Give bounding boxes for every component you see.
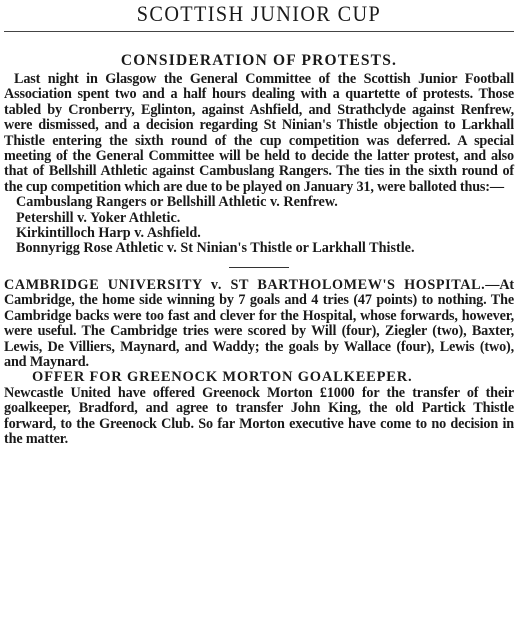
tie-item: Kirkintilloch Harp v. Ashfield. xyxy=(16,225,201,242)
ties-list xyxy=(4,195,514,257)
protests-heading: CONSIDERATION OF PROTESTS. xyxy=(120,52,398,69)
article-title: SCOTTISH JUNIOR CUP xyxy=(136,1,382,26)
title-rule xyxy=(4,31,514,32)
morton-heading: OFFER FOR GREENOCK MORTON GOALKEEPER. xyxy=(32,369,413,386)
morton-text: Newcastle United have offered Greenock Morton £1000 for the transfer of their goalkeeper, Bradford, and agree to transfer John King, the old Partick Thistle forward, to the Greenock Club. So far Morton executive have come to no decision in the matter. xyxy=(4,384,514,447)
protests-paragraph: Last night in Glasgow the General Committee of the Scottish Junior Football Association spent two and a half hours dealing with a quartette of protests. Those tabled by Cronberry, Eglinton, against Ashfield, and Strathclyde against Renfrew, were dismissed, and a decision regarding St Ninian's Thistle objection to Larkhall Thistle entering the sixth round of the cup competition was deferred. A special meeting of the General Committee will be held to decide the latter protest, and also that of Bellshill Athletic against Cambuslang Rangers. The ties in the sixth round of the cup competition which are due to be played on January 31, were balloted thus:— xyxy=(4,71,514,195)
tie-item: Bonnyrigg Rose Athletic v. St Ninian's Thistle or Larkhall Thistle. xyxy=(16,240,415,257)
tie-item: Petershill v. Yoker Athletic. xyxy=(16,209,181,226)
cambridge-text: —At Cambridge, the home side winning by 7 goals and 4 tries (47 points) to nothing. The Cambridge backs were too fast and clever for the Hospital, whose forwards, however, were useful. The Cambridge tries were scored by Will (four), Ziegler (two), Baxter, Lewis, De Villiers, Maynard, and Waddy; the goals by Wallace (four), Lewis (two), and Maynard. xyxy=(4,276,514,370)
cambridge-story xyxy=(4,278,514,370)
tie-item: Cambuslang Rangers or Bellshill Athletic v. Renfrew. xyxy=(16,194,338,211)
cambridge-lead: CAMBRIDGE UNIVERSITY v. ST BARTHOLOMEW'S HOSPITAL. xyxy=(4,276,486,293)
section-divider xyxy=(229,267,289,268)
